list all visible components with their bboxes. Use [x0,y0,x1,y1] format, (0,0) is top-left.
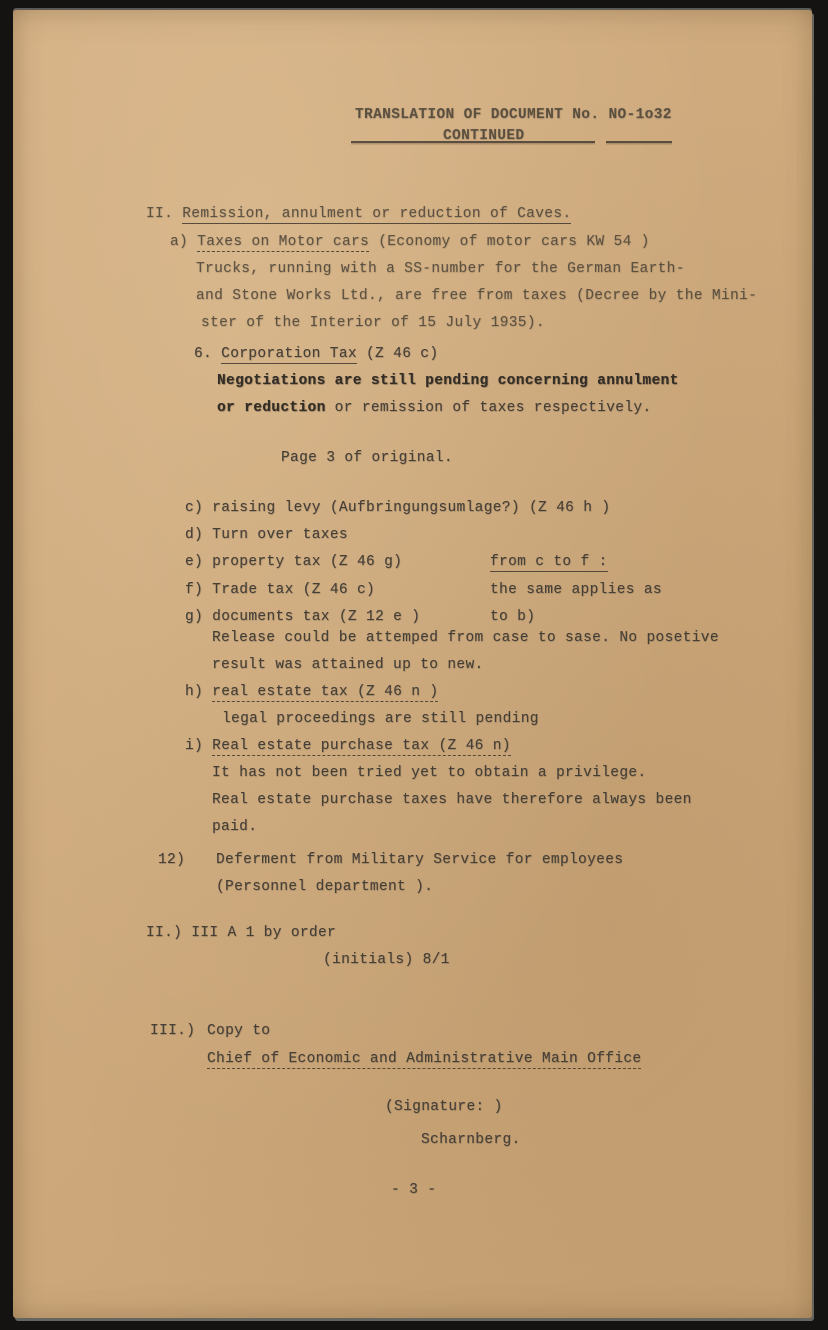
side-note-line1 [490,552,608,572]
section-ii-title: Remission, annulment or reduction of Caves. [182,206,572,222]
section-ii-order-line: II.) III A 1 by order [146,925,337,941]
item-e: e) property tax (Z 46 g) [185,554,403,570]
item-h-title: real estate tax (Z 46 n ) [212,684,439,700]
header-rule-right [606,141,672,143]
item-i-body-line1: It has not been tried yet to obtain a privilege. [212,765,647,781]
item-6-body-line1: Negotiations are still pending concerning annulment [217,373,679,389]
section-ii-number: II. [146,206,183,222]
item-a-label: a) [170,234,198,250]
release-line1: Release could be attemped from case to sase. No posetive [212,630,719,646]
item-a-body-line3: ster of the Interior of 15 July 1935). [201,315,545,331]
item-a-title: Taxes on Motor cars [197,234,370,250]
item-h-heading [185,682,438,702]
document-title-line1: TRANSLATION OF DOCUMENT No. NO-1o32 [355,107,672,123]
section-ii-heading [146,204,571,224]
item-6-title: Corporation Tax [221,346,357,362]
item-a-heading [170,232,650,252]
item-i-title: Real estate purchase tax (Z 46 n) [212,738,511,754]
item-i-body-line2: Real estate purchase taxes have therefore always been [212,792,692,808]
side-note-line3: to b) [490,609,536,625]
item-f: f) Trade tax (Z 46 c) [185,582,376,598]
item-6-rest: (Z 46 c) [356,346,439,362]
item-d: d) Turn over taxes [185,527,348,543]
item-6-body-line2 [217,398,651,418]
item-i-label: i) [185,738,213,754]
item-6-heading [194,344,438,364]
item-6-body-line2-rest: or remission of taxes respectively. [325,400,652,416]
section-iii-label: III.) [150,1023,196,1039]
document-title-line2: CONTINUED [443,128,525,144]
item-12-line1: Deferment from Military Service for employees [216,852,624,868]
section-iii-text: Copy to [207,1023,271,1039]
item-12-line2: (Personnel department ). [216,879,434,895]
page-of-original-note: Page 3 of original. [281,450,453,466]
item-h-body: legal proceedings are still pending [222,711,539,727]
item-a-rest: (Economy of motor cars KW 54 ) [369,234,650,250]
item-12-label: 12) [158,852,186,868]
item-i-body-line3: paid. [212,819,258,835]
signature-name: Scharnberg. [421,1132,521,1148]
initials-line: (initials) 8/1 [323,952,450,968]
release-line2: result was attained up to new. [212,657,484,673]
page-number: - 3 - [391,1182,437,1198]
copy-recipient [207,1049,641,1069]
signature-label: (Signature: ) [385,1099,503,1115]
side-note-line1-text: from c to f : [490,554,608,570]
scanned-document-page [13,10,812,1318]
side-note-line2: the same applies as [490,582,662,598]
item-a-body-line2: and Stone Works Ltd., are free from taxes (Decree by the Mini- [196,288,758,304]
item-6-label: 6. [194,346,222,362]
item-c: c) raising levy (Aufbringungsumlage?) (Z 46 h ) [185,500,611,516]
copy-recipient-text: Chief of Economic and Administrative Main Office [207,1051,642,1067]
item-g: g) documents tax (Z 12 e ) [185,609,421,625]
header-rule-left [351,141,595,143]
item-h-label: h) [185,684,213,700]
item-a-body-line1: Trucks, running with a SS-number for the German Earth- [196,261,685,277]
item-6-body-line2-bold: or reduction [217,400,326,416]
item-i-heading [185,736,511,756]
